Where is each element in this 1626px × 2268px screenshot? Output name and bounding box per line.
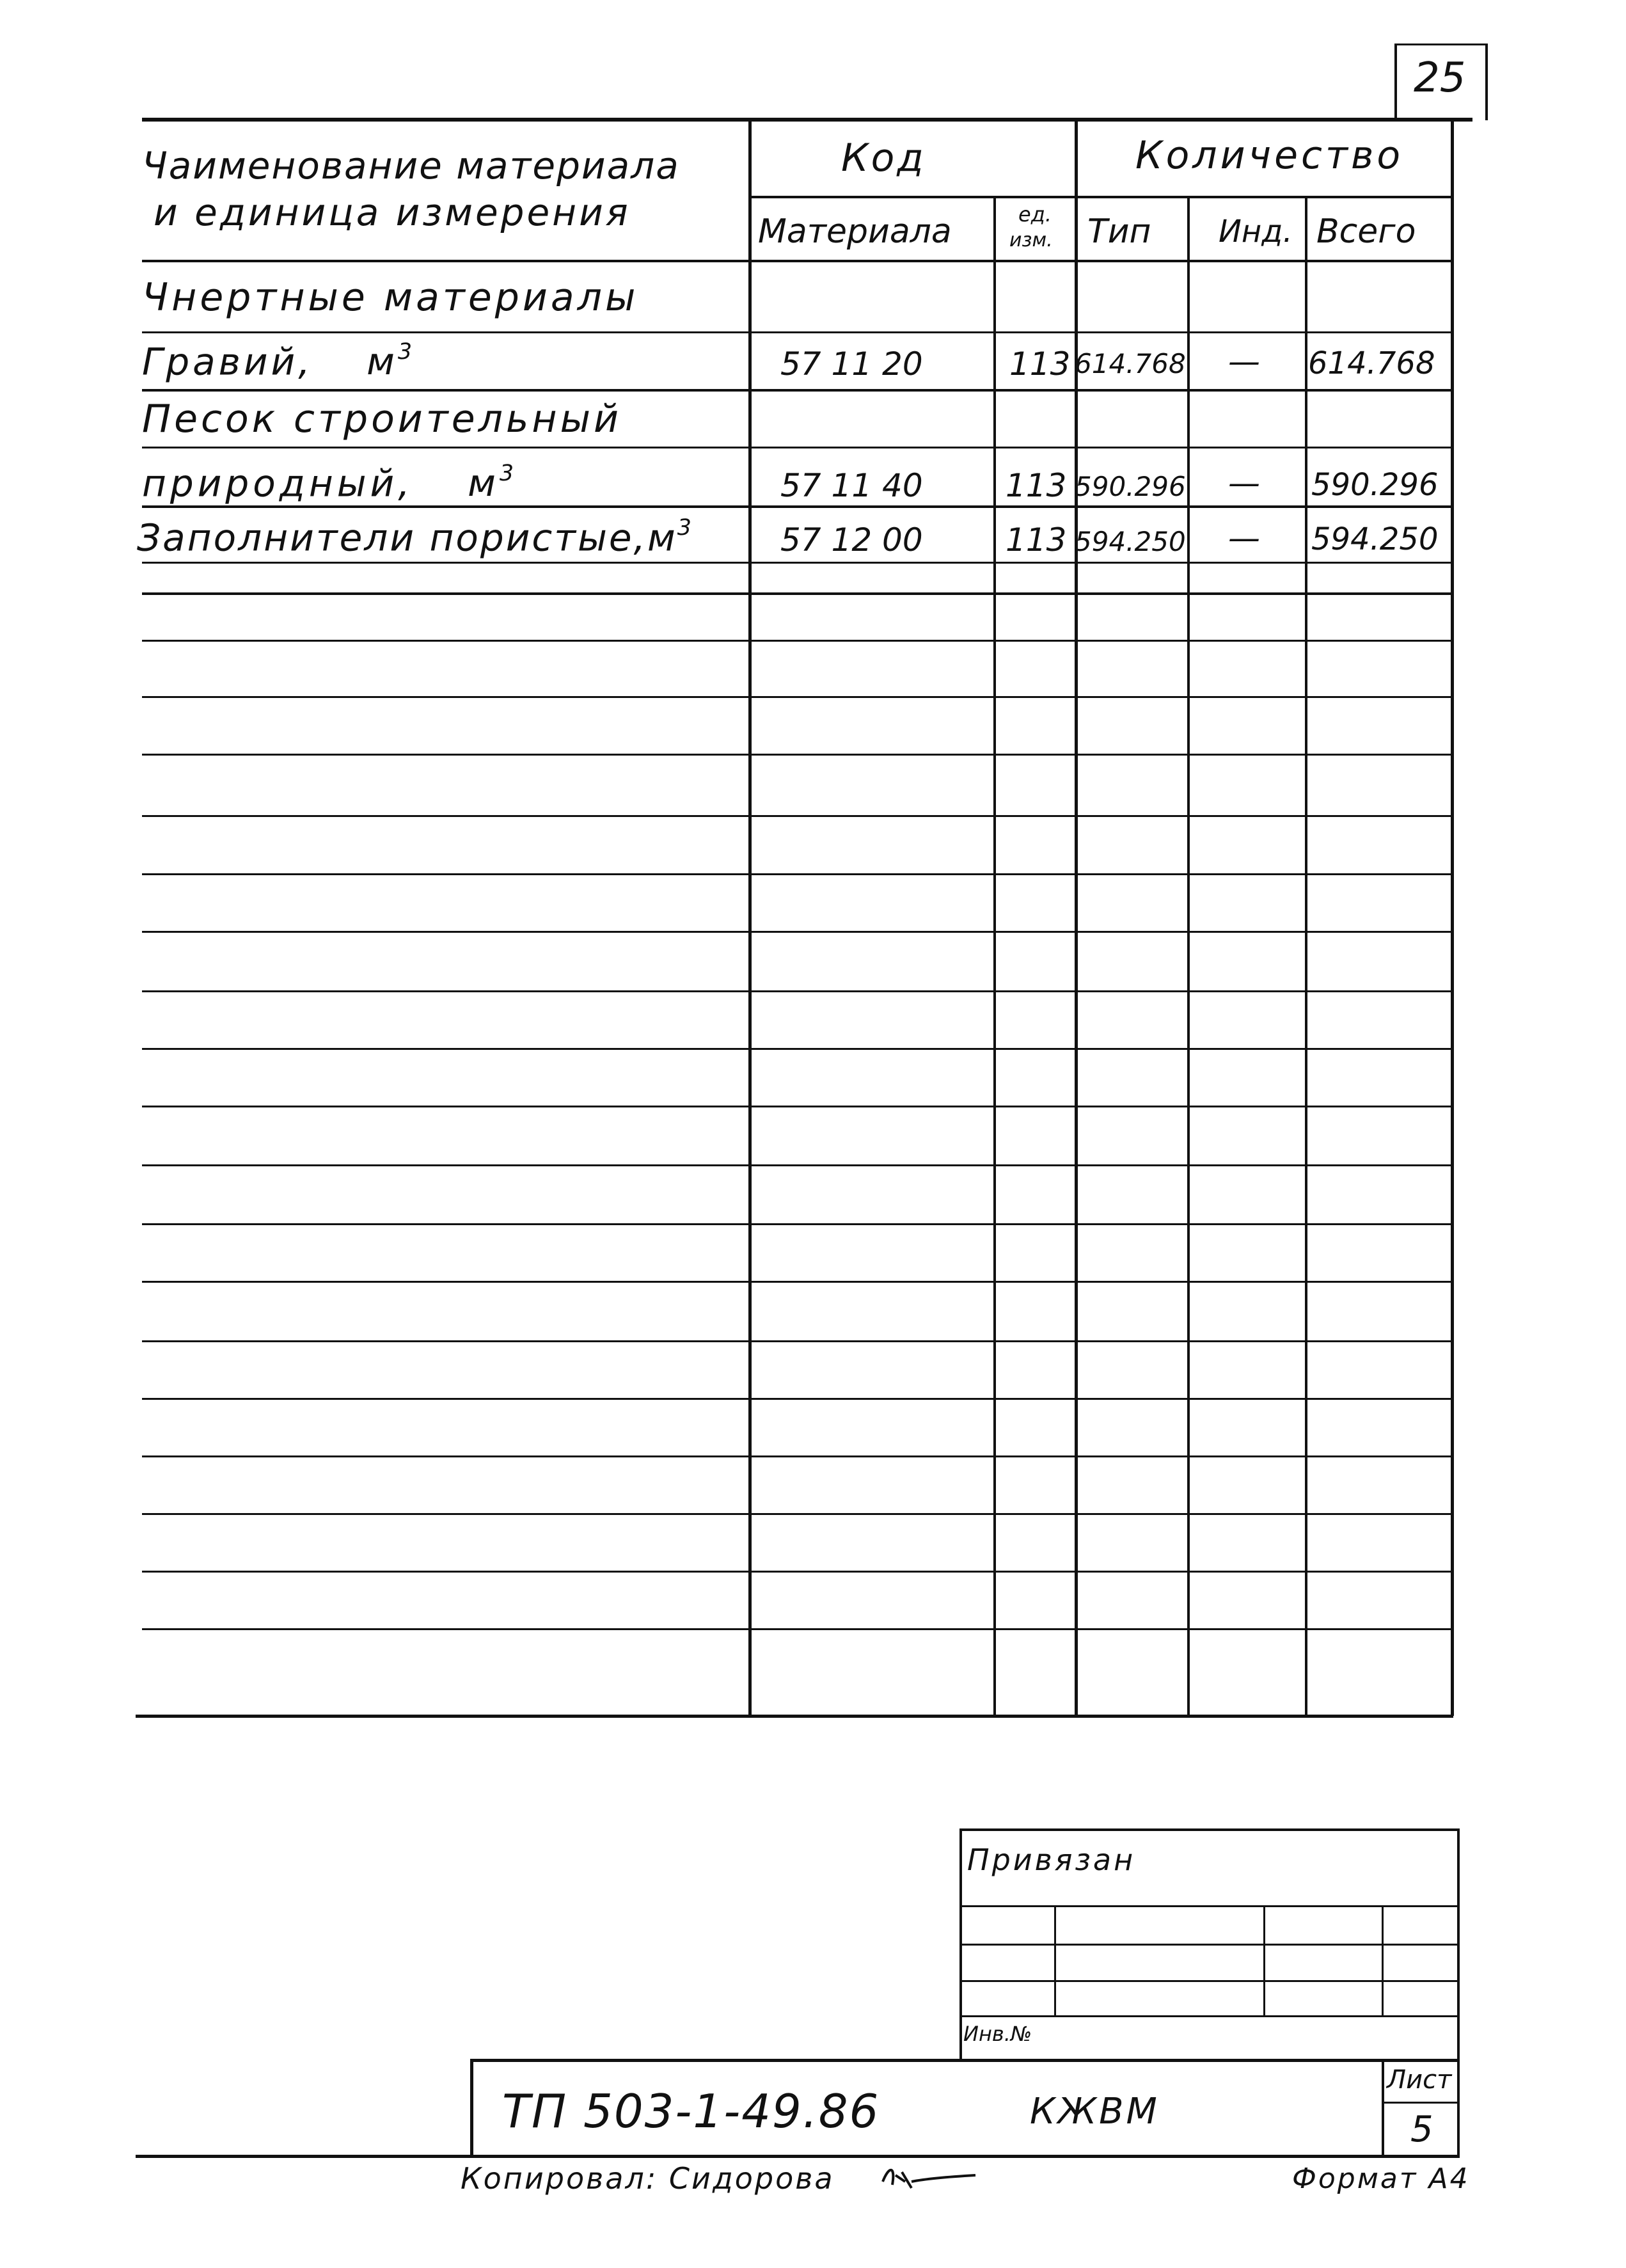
sheet-number: 5 [1410, 2109, 1433, 2150]
row-name-line1: Песок строительный [142, 397, 622, 441]
row-line [142, 1223, 1453, 1225]
row-code: 57 11 40 [780, 467, 923, 504]
row-unit-exp: 3 [499, 461, 518, 486]
col-line-typical [1187, 196, 1190, 1716]
footer-copied: Копировал: Сидорова [461, 2161, 835, 2196]
row-line [142, 815, 1453, 817]
row-line [142, 1513, 1453, 1515]
row-line [142, 1398, 1453, 1400]
header-quantity: Количество [1135, 133, 1404, 178]
row-line [142, 592, 1453, 595]
stamp-bound-label: Привязан [967, 1843, 1136, 1877]
row-line [142, 1281, 1453, 1283]
stamp-col-line [1054, 1905, 1056, 2015]
row-code: 57 12 00 [780, 521, 923, 559]
row-unit: м [468, 461, 500, 505]
row-total: 594.250 [1311, 521, 1439, 557]
row-typical: 614.768 [1075, 348, 1186, 379]
row-name-text: Гравий, [142, 340, 313, 384]
row-unit-code: 113 [1009, 345, 1071, 383]
header-name-line1: Чаименование материала [142, 144, 680, 187]
header-mid-line [748, 196, 1453, 198]
row-line [142, 640, 1453, 642]
sheet-label-line [1382, 2102, 1460, 2104]
copier-signature [876, 2162, 979, 2194]
header-total: Всего [1316, 212, 1416, 251]
row-line [142, 1571, 1453, 1573]
row-individual: — [1228, 343, 1260, 380]
document-mark: КЖВМ [1030, 2091, 1160, 2132]
row-line [142, 1455, 1453, 1457]
header-individual: Инд. [1219, 214, 1293, 250]
row-unit-code: 113 [1006, 521, 1067, 559]
row-line [142, 696, 1453, 698]
row-line [142, 931, 1453, 933]
stamp-right-line [1457, 1828, 1460, 2155]
header-typical: Тип [1087, 212, 1151, 251]
header-code: Код [841, 136, 926, 180]
col-line-individual [1305, 196, 1307, 1716]
row-line [142, 990, 1453, 992]
row-line [142, 1164, 1453, 1166]
row-line [142, 873, 1453, 875]
sheet-label: Лист [1387, 2065, 1452, 2095]
row-individual: — [1228, 464, 1260, 502]
header-unit-line1: ед. [1018, 202, 1052, 226]
stamp-row-line [959, 1905, 1460, 1907]
page-number-box-left [1394, 44, 1397, 120]
row-unit-code: 113 [1006, 467, 1067, 504]
table-top-border [142, 118, 1472, 122]
row-unit: м [647, 516, 677, 560]
footer-format: Формат А4 [1292, 2162, 1470, 2195]
row-line [142, 1106, 1453, 1107]
row-line [142, 447, 1453, 448]
title-block-left [470, 2059, 473, 2155]
stamp-col-line [1263, 1905, 1265, 2015]
stamp-row-line [959, 1980, 1460, 1982]
row-unit-exp: 3 [677, 515, 693, 541]
stamp-row-line [959, 2015, 1460, 2017]
row-line [142, 1048, 1453, 1050]
row-name [142, 339, 415, 383]
row-individual: — [1228, 519, 1260, 557]
row-code: 57 11 20 [780, 345, 923, 383]
row-typical: 594.250 [1075, 526, 1186, 557]
col-line-material [993, 196, 996, 1716]
page-number-box-right [1485, 44, 1488, 120]
page-number-box-top [1394, 44, 1488, 45]
designation: ТП 503-1-49.86 [502, 2084, 880, 2138]
row-line [142, 331, 1453, 333]
header-name-line2: и единица измерения [154, 191, 631, 234]
row-line [142, 754, 1453, 756]
header-material: Материала [758, 212, 952, 251]
row-line [142, 505, 1453, 508]
row-line [142, 562, 1453, 564]
stamp-inv-label: Инв.№ [963, 2022, 1032, 2046]
frame-bottom-line [136, 2155, 1460, 2158]
header-unit-line2: изм. [1009, 229, 1053, 251]
section-heading: Чнертные материалы [142, 275, 639, 320]
row-unit-exp: 3 [397, 339, 416, 365]
row-name-text: природный, [142, 461, 414, 505]
row-total: 590.296 [1311, 467, 1439, 503]
title-block-sheet-divider [1382, 2059, 1384, 2155]
row-unit: м [367, 340, 398, 384]
row-name [142, 461, 517, 505]
row-typical: 590.296 [1075, 471, 1186, 502]
stamp-col-line [1382, 1905, 1384, 2015]
row-name-text: Заполнители пористые, [137, 516, 647, 560]
row-line [142, 1628, 1453, 1630]
row-total: 614.768 [1308, 345, 1435, 381]
header-bottom-line [142, 260, 1453, 262]
stamp-row-line [959, 1944, 1460, 1946]
row-name [137, 515, 693, 559]
row-line [142, 1340, 1453, 1342]
row-line [142, 389, 1453, 392]
col-line-right [1451, 118, 1454, 1716]
col-line-name [748, 118, 752, 1716]
page-number: 25 [1414, 54, 1466, 102]
title-block-top [470, 2059, 1460, 2062]
table-bottom-border [136, 1715, 1453, 1718]
stamp-top-line [959, 1828, 1460, 1831]
